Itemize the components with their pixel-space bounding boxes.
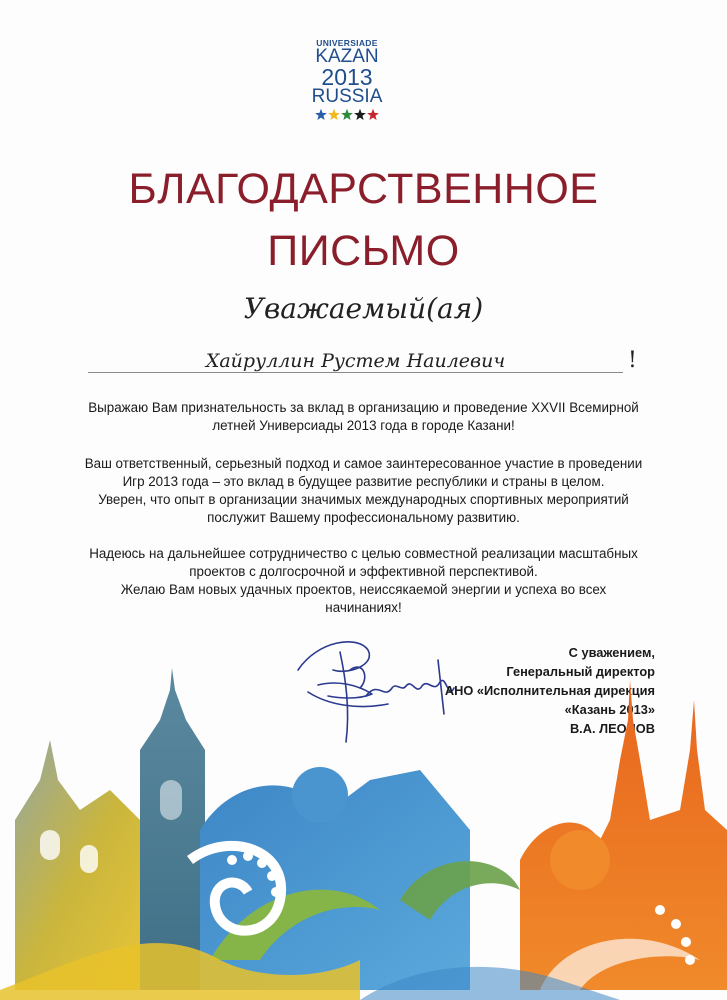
logo-star-icon [328,109,340,120]
title-line-2: ПИСЬМО [267,227,460,275]
signoff-line: В.А. ЛЕОНОВ [569,721,655,736]
paragraph-line: Желаю Вам новых удачных проектов, неиссякаемой энергии и успеха во всех [120,582,607,597]
paragraph-line: Ваш ответственный, серьезный подход и самое заинтересованное участие в проведении [84,456,643,471]
salutation: Уважаемый(ая) [243,292,484,325]
logo-stars-icon [314,108,380,122]
logo-star-icon [315,109,327,120]
paragraph-contribution [40,455,687,527]
paragraph-line: летней Универсиады 2013 года в городе Казани! [212,418,515,433]
logo-line-russia: RUSSIA [311,86,383,107]
logo-line-year: 2013 [321,64,373,90]
signoff-line: Генеральный директор [506,664,655,679]
paragraph-line: Надеюсь на дальнейшее сотрудничество с целью совместной реализации масштабных [89,546,638,561]
paragraph-wishes [40,545,687,617]
paragraph-gratitude [40,399,687,435]
paragraph-line: Выражаю Вам признательность за вклад в организацию и проведение XXVII Всемирной [88,400,639,415]
logo-line-kazan: KAZAN [315,46,379,67]
logo-star-icon [341,109,353,120]
recipient-exclamation: ! [628,348,637,373]
logo-star-icon [354,109,366,120]
title-line-1: БЛАГОДАРСТВЕННОЕ [128,165,599,213]
logo-line-universiade: UNIVERSIADE [316,38,378,48]
paragraph-line: послужит Вашему профессиональному развитию. [207,510,520,525]
decorative-kazan-skyline-art [0,660,727,1000]
paragraph-line: начинаниях! [325,600,402,615]
paragraph-line: проектов с долгосрочной и эффективной перспективой. [189,564,538,579]
signoff-line: АНО «Исполнительная дирекция [444,683,655,698]
logo-star-icon [367,109,379,120]
signoff-line: «Казань 2013» [564,702,655,717]
recipient-row [88,350,648,380]
signoff-line: С уважением, [568,645,655,660]
paragraph-line: Игр 2013 года – это вклад в будущее развитие республики и страны в целом. [122,474,605,489]
universiade-logo [306,38,388,122]
recipient-underline [88,372,623,373]
paragraph-line: Уверен, что опыт в организации значимых международных спортивных мероприятий [98,492,629,507]
recipient-name: Хайруллин Рустем Наилевич [205,350,506,372]
